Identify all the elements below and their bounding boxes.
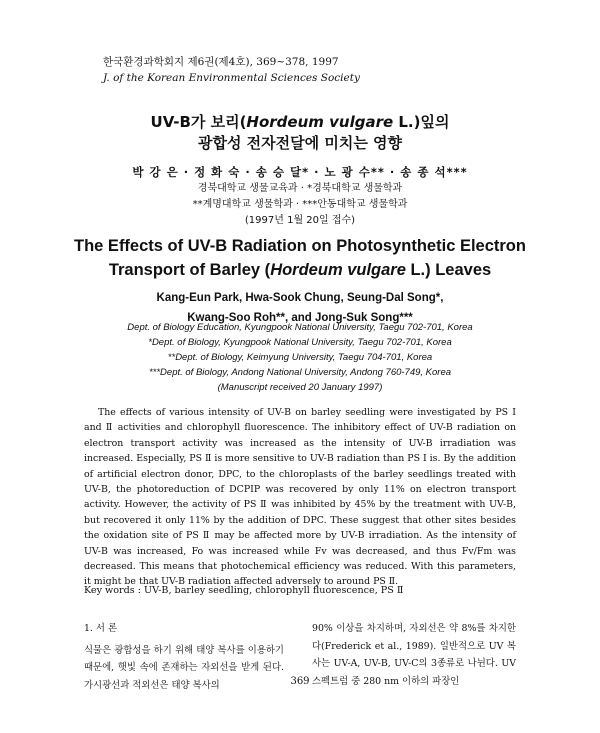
journal-header bbox=[103, 54, 360, 86]
korean-title bbox=[0, 112, 600, 154]
page-number: 369 bbox=[290, 676, 310, 687]
korean-received-date: (1997년 1월 20일 접수) bbox=[244, 215, 356, 226]
english-affiliation-line: *Dept. of Biology, Kyungpook National University, Taegu 702-701, Korea bbox=[148, 337, 452, 348]
species-name: Hordeum vulgare bbox=[270, 261, 406, 279]
english-affiliation-line: ***Dept. of Biology, Andong National University, Andong 760-749, Korea bbox=[148, 367, 452, 378]
species-name: Hordeum vulgare bbox=[246, 113, 394, 131]
journal-citation-ko: 한국환경과학회지 제6권(제4호), 369~378, 1997 bbox=[103, 56, 339, 68]
english-authors-line-2: Kwang-Soo Roh**, and Jong-Suk Song*** bbox=[187, 312, 413, 324]
korean-authors: 박 강 은 · 정 화 숙 · 송 승 달* · 노 광 수** · 송 종 석*** bbox=[132, 165, 468, 179]
body-paragraph: 식물은 광합성을 하기 위해 태양 복사를 이용하기 때문에, 햇빛 속에 존재하는 자외선을 받게 된다. 가시광선과 적외선은 태양 복사의 bbox=[84, 644, 284, 691]
body-paragraph: 90% 이상을 차지하며, 자외선은 약 8%를 차지한다(Frederick et al., 1989). 일반적으로 UV 복사는 UV-A, UV-B, UV-C의 3종류로 나뉜다. UV 스펙트럼 중 280 nm 이하의 파장인 bbox=[312, 623, 516, 687]
korean-title-line-2: 광합성 전자전달에 미치는 영향 bbox=[197, 134, 403, 152]
english-affiliation-line: **Dept. of Biology, Keimyung University, Taegu 704-701, Korea bbox=[167, 352, 433, 363]
english-affiliations bbox=[0, 320, 600, 395]
abstract bbox=[84, 405, 516, 590]
journal-name-en: J. of the Korean Environmental Sciences Society bbox=[103, 72, 360, 84]
english-affiliation-line: Dept. of Biology Education, Kyungpook National University, Taegu 702-701, Korea bbox=[127, 322, 473, 333]
english-title bbox=[0, 234, 600, 282]
keywords: Key words : UV-B, barley seedling, chlorophyll fluorescence, PS Ⅱ bbox=[84, 585, 404, 596]
english-authors-line-1: Kang-Eun Park, Hwa-Sook Chung, Seung-Dal Song*, bbox=[156, 292, 444, 304]
korean-title-line-1: UV-B가 보리(Hordeum vulgare L.)잎의 bbox=[150, 113, 450, 131]
english-title-line-1: The Effects of UV-B Radiation on Photosynthetic Electron bbox=[74, 237, 526, 255]
korean-affiliation-line: 경북대학교 생물교육과 · *경북대학교 생물학과 bbox=[197, 183, 403, 194]
manuscript-received-date: (Manuscript received 20 January 1997) bbox=[217, 382, 383, 393]
korean-affiliations bbox=[0, 181, 600, 229]
section-heading-introduction: 1. 서 론 bbox=[84, 623, 118, 634]
abstract-text: The effects of various intensity of UV-B on barley seedling were investigated by PS Ⅰ and Ⅱ activities and chlorophyll fluorescence. The inhibitory effect of UV-B radiation on electron transport activity was increased as the intensity of UV-B irradiation was increased. Especially, PS Ⅱ is more sensitive to UV-B radiation than PS Ⅰ is. By the addition of artificial electron donor, DPC, to the chloroplasts of the barley seedlings treated with UV-B, the photoreduction of DCPIP was recovered by only 11% on electron transport activity. However, the activity of PS Ⅱ was inhibited by 45% by the treatment with UV-B, but recovered it only 11% by the addition of DPC. These suggest that other sites besides the oxidation site of PS Ⅱ may be affected more by UV-B irradiation. As the intensity of UV-B was increased, Fo was increased while Fv was decreased, and thus Fv/Fm was decreased. This means that photochemical efficiency was reduced. With this parameters, it might be that UV-B radiation affected adversely to around PS Ⅱ. bbox=[84, 407, 516, 588]
english-title-line-2: Transport of Barley (Hordeum vulgare L.) Leaves bbox=[108, 261, 492, 279]
korean-affiliation-line: **계명대학교 생물학과 · ***안동대학교 생물학과 bbox=[192, 199, 408, 210]
